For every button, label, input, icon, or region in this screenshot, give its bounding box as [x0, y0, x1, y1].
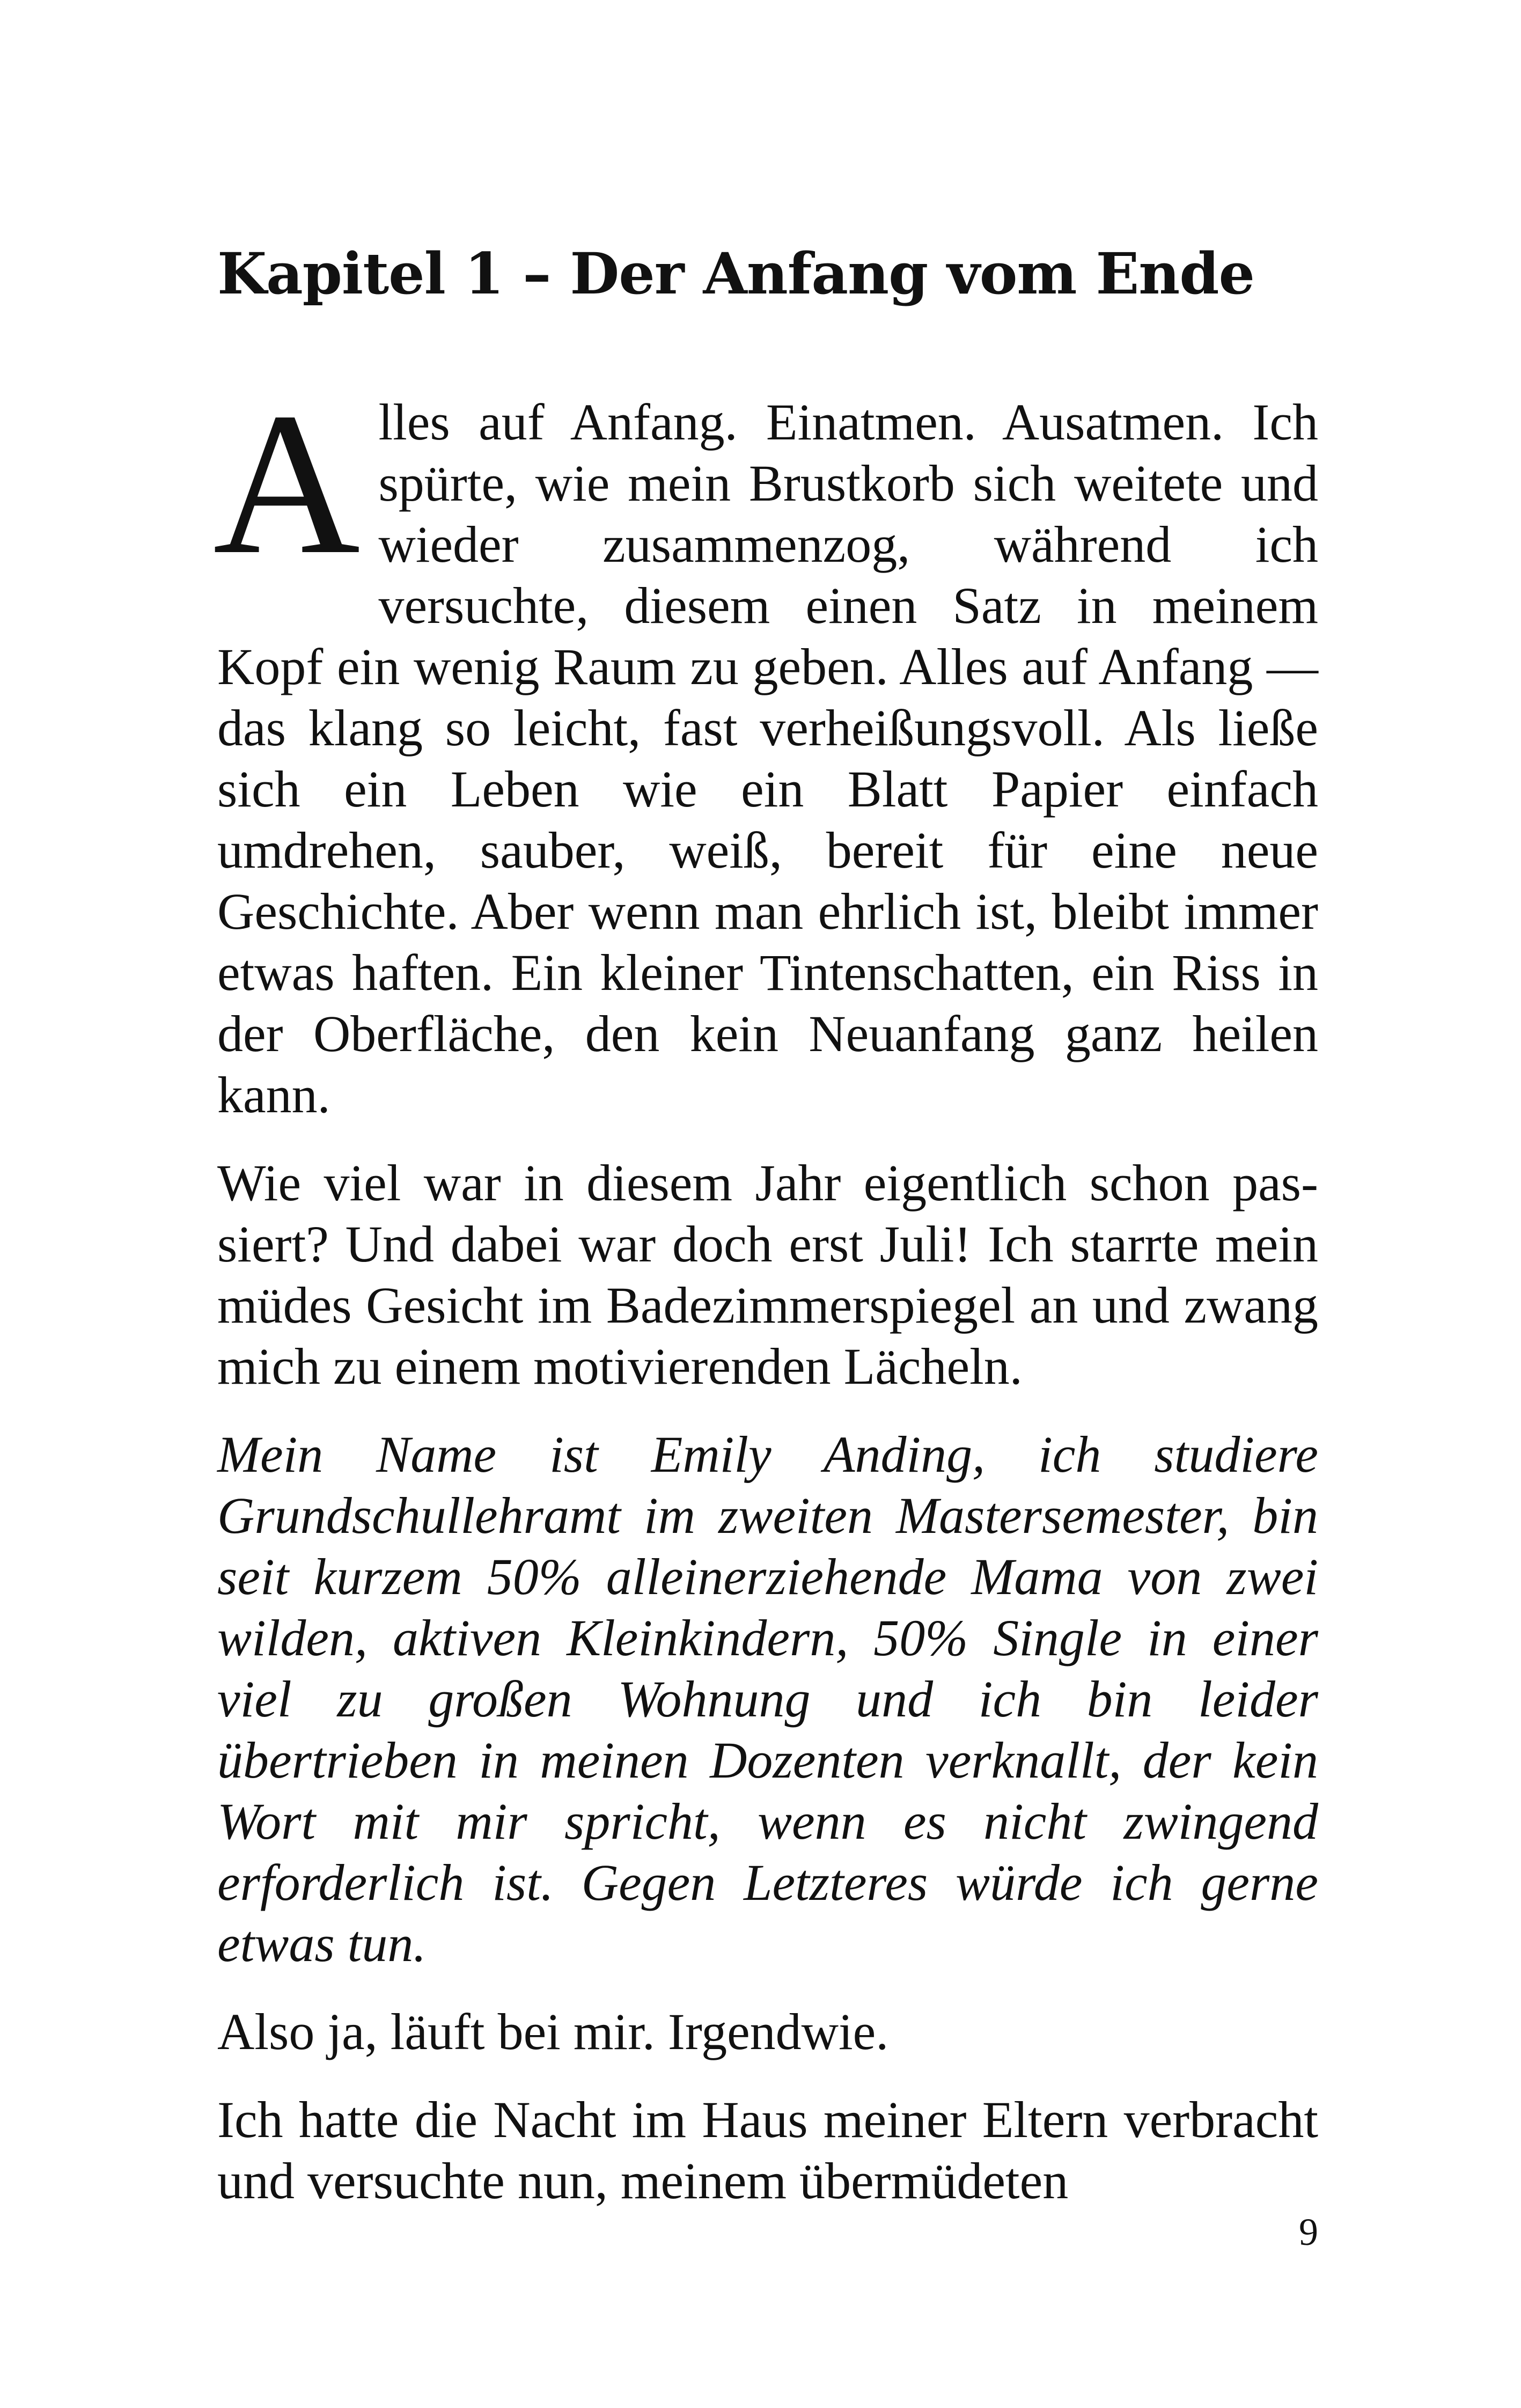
text-block: [213, 236, 1318, 2238]
drop-cap: A: [213, 371, 361, 597]
page-number: 9: [1299, 2211, 1318, 2253]
paragraph-5: Ich hatte die Nacht im Haus meiner Eltern verbracht und versuchte nun, meinem übermüdeten: [217, 2091, 1318, 2209]
paragraph-3-italic: Mein Name ist Emily Anding, ich studiere Grundschullehramt im zweiten Mastersemester, bin seit kurzem 50% alleinerziehende Mama von zwei wilden, aktiven Kleinkindern, 50% Single in einer viel zu großen Wohnung und ich bin leider übertrieben in meinen Dozenten verknallt, der kein Wort mit mir spricht, wenn es nicht zwingend erforderlich ist. Gegen Letzteres würde ich gerne etwas tun.: [217, 1426, 1318, 1972]
chapter-title: Kapitel 1 – Der Anfang vom Ende: [217, 240, 1254, 307]
paragraph-1-text: lles auf Anfang. Einatmen. Ausatmen. Ich spürte, wie mein Brustkorb sich weitete und wieder zusammenzog, während ich versuchte, diesem einen Satz in meinem Kopf ein wenig Raum zu geben. Alles auf Anfang — das klang so leicht, fast verheißungsvoll. Als ließe sich ein Leben wie ein Blatt Papier einfach umdrehen, sauber, weiß, bereit für eine neue Geschichte. Aber wenn man ehrlich ist, bleibt immer etwas haften. Ein kleiner Tintenschatten, ein Riss in der Oberfläche, den kein Neuanfang ganz heilen kann.: [217, 393, 1318, 1124]
paragraph-1: [213, 371, 1318, 1126]
paragraph-4: Also ja, läuft bei mir. Irgendwie.: [217, 2003, 889, 2060]
paragraph-2: Wie viel war in diesem Jahr eigentlich schon passiert? Und dabei war doch erst Juli! Ich starrte mein müdes Gesicht im Badezimmerspiegel an und zwang mich zu einem motivierenden Lächeln.: [217, 1154, 1318, 1395]
